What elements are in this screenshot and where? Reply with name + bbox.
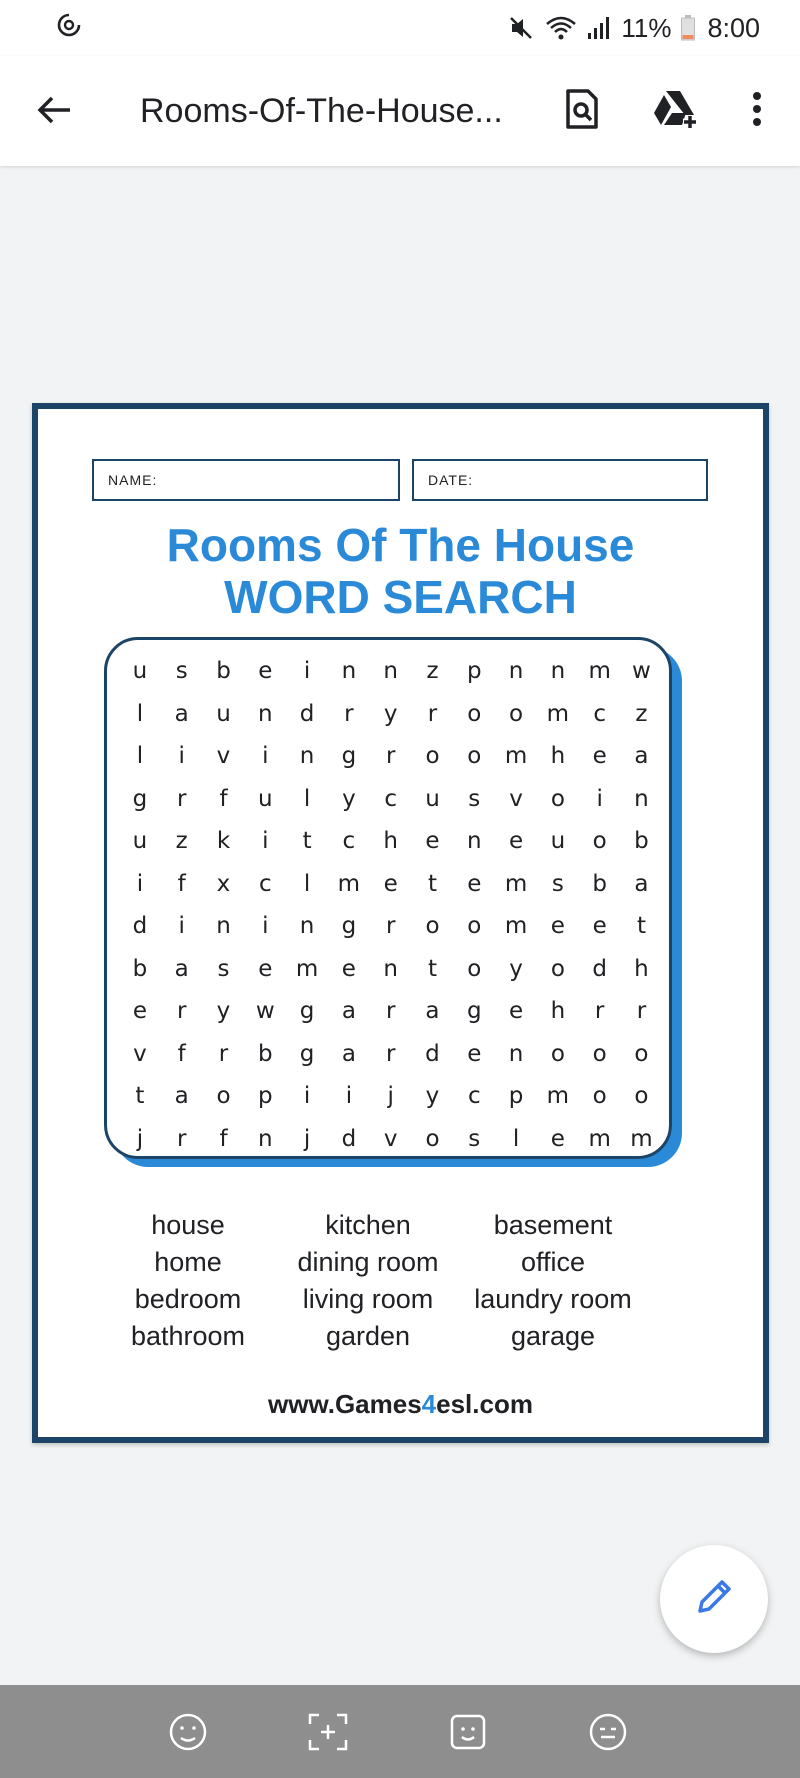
grid-row xyxy=(119,778,662,821)
grid-cell: r xyxy=(427,700,438,727)
grid-cell: h xyxy=(550,998,566,1025)
grid-cell: m xyxy=(546,1083,570,1110)
grid-cell: i xyxy=(303,1083,311,1110)
mute-icon xyxy=(507,14,535,42)
worksheet-title xyxy=(38,519,763,623)
grid-cell: c xyxy=(384,785,397,812)
grid-cell: e xyxy=(508,828,524,855)
grid-cell: r xyxy=(176,1125,187,1152)
grid-cell: c xyxy=(467,1083,481,1110)
grid-cell: t xyxy=(427,955,437,982)
grid-cell: s xyxy=(217,955,230,982)
grid-cell: f xyxy=(177,870,186,897)
assistant-icon xyxy=(56,12,82,45)
word-list-item: office xyxy=(520,1247,586,1277)
grid-cell: e xyxy=(258,955,273,982)
grid-cell: g xyxy=(341,913,357,940)
site-url-accent: 4 xyxy=(421,1389,437,1419)
grid-cell: d xyxy=(425,1040,440,1067)
grid-cell: d xyxy=(592,955,607,982)
grid-cell: n xyxy=(466,828,482,855)
grid-cell: r xyxy=(344,700,354,727)
smart-select-icon[interactable] xyxy=(307,1711,349,1753)
grid-cell: l xyxy=(303,870,311,897)
grid-cell: n xyxy=(508,658,524,685)
grid-cell: z xyxy=(175,828,188,855)
grid-cell: a xyxy=(174,1083,189,1110)
grid-cell: c xyxy=(258,870,272,897)
grid-cell: n xyxy=(341,658,357,685)
grid-cell: l xyxy=(136,700,144,727)
grid-cell: o xyxy=(467,955,482,982)
grid-cell: i xyxy=(178,913,185,940)
grid-cell: d xyxy=(299,700,315,727)
grid-row xyxy=(119,948,662,991)
grid-cell: b xyxy=(634,828,649,855)
grid-cell: w xyxy=(255,998,275,1025)
grid-cell: i xyxy=(262,913,269,940)
grid-cell: b xyxy=(592,870,607,897)
grid-cell: y xyxy=(216,998,231,1025)
grid-cell: n xyxy=(550,658,566,685)
word-list-item: home xyxy=(154,1247,222,1277)
grid-cell: i xyxy=(262,828,269,855)
add-to-drive-icon xyxy=(652,89,700,134)
grid-cell: e xyxy=(467,1040,482,1067)
edit-pencil-icon xyxy=(694,1577,734,1622)
grid-cell: g xyxy=(341,743,357,770)
grid-cell: y xyxy=(342,785,356,812)
grid-cell: v xyxy=(383,1125,398,1152)
word-list-item: laundry room xyxy=(474,1284,632,1314)
word-list-item: house xyxy=(151,1210,225,1240)
grid-cell: o xyxy=(467,913,482,940)
grid-cell: d xyxy=(341,1125,357,1152)
grid-cell: p xyxy=(466,658,482,685)
grid-cell: m xyxy=(337,870,361,897)
grid-cell: o xyxy=(509,700,524,727)
grid-cell: a xyxy=(634,870,649,897)
grid-cell: i xyxy=(262,743,269,770)
word-list-item: bathroom xyxy=(130,1321,246,1351)
word-list-item: kitchen xyxy=(325,1210,411,1240)
grid-cell: j xyxy=(136,1125,144,1152)
grid-cell: j xyxy=(387,1083,394,1110)
grid-cell: w xyxy=(632,658,651,685)
grid-cell: o xyxy=(550,1040,565,1067)
grid-cell: l xyxy=(512,1125,520,1152)
more-options-button[interactable] xyxy=(742,86,772,136)
grid-cell: i xyxy=(596,785,603,812)
grid-cell: s xyxy=(551,870,564,897)
date-field xyxy=(412,459,708,501)
letter-grid-rows xyxy=(119,650,662,1160)
grid-cell: a xyxy=(634,743,649,770)
grid-row xyxy=(119,735,662,778)
grid-row xyxy=(119,1118,662,1161)
worksheet-title-line1: Rooms Of The House xyxy=(166,519,635,571)
grid-cell: a xyxy=(341,998,356,1025)
grid-cell: n xyxy=(508,1040,524,1067)
grid-cell: e xyxy=(258,658,273,685)
grid-cell: t xyxy=(636,913,646,940)
grid-cell: g xyxy=(299,1040,315,1067)
grid-cell: o xyxy=(216,1083,231,1110)
battery-icon xyxy=(681,15,695,41)
letter-grid xyxy=(104,637,672,1159)
word-list-item: living room xyxy=(302,1284,434,1314)
grid-cell: e xyxy=(132,998,147,1025)
bixby-vision-icon[interactable] xyxy=(447,1711,489,1753)
grid-cell: c xyxy=(593,700,606,727)
grid-cell: s xyxy=(468,785,481,812)
grid-cell: z xyxy=(635,700,648,727)
grid-cell: b xyxy=(257,1040,273,1067)
back-button[interactable] xyxy=(32,90,76,134)
grid-cell: u xyxy=(550,828,566,855)
date-label: DATE: xyxy=(428,472,474,488)
grid-row xyxy=(119,650,662,693)
bottom-system-bar xyxy=(0,1685,800,1778)
grid-cell: p xyxy=(257,1083,273,1110)
grid-cell: r xyxy=(218,1040,229,1067)
grid-cell: l xyxy=(136,743,144,770)
name-field xyxy=(92,459,400,501)
grid-row xyxy=(119,1033,662,1076)
document-title: Rooms-Of-The-House... xyxy=(140,92,503,130)
grid-cell: s xyxy=(175,658,188,685)
grid-cell: c xyxy=(342,828,356,855)
add-to-drive-button[interactable] xyxy=(650,86,702,136)
grid-cell: v xyxy=(216,743,231,770)
emoji-icon[interactable] xyxy=(587,1711,629,1753)
grid-cell: e xyxy=(550,1125,565,1152)
signal-icon xyxy=(587,15,611,41)
grid-cell: o xyxy=(592,1083,607,1110)
grid-cell: n xyxy=(299,913,315,940)
grid-cell: m xyxy=(588,1125,611,1152)
grid-cell: u xyxy=(216,700,231,727)
grid-cell: i xyxy=(136,870,144,897)
grid-cell: j xyxy=(303,1125,311,1152)
word-list xyxy=(98,1207,698,1355)
grid-cell: l xyxy=(303,785,311,812)
grid-cell: r xyxy=(176,785,187,812)
grid-cell: n xyxy=(634,785,649,812)
back-arrow-icon xyxy=(36,95,72,130)
grid-cell: o xyxy=(592,828,607,855)
grid-cell: i xyxy=(178,743,185,770)
grid-row xyxy=(119,820,662,863)
grid-cell: p xyxy=(508,1083,524,1110)
grid-cell: e xyxy=(550,913,565,940)
grid-cell: e xyxy=(467,870,482,897)
grid-cell: m xyxy=(588,658,611,685)
wifi-icon xyxy=(545,14,577,42)
grid-cell: z xyxy=(426,658,439,685)
grid-cell: u xyxy=(132,828,148,855)
grid-cell: u xyxy=(425,785,440,812)
grid-row xyxy=(119,990,662,1033)
grid-cell: r xyxy=(636,998,647,1025)
grid-cell: d xyxy=(132,913,148,940)
grid-cell: b xyxy=(216,658,231,685)
grid-cell: u xyxy=(132,658,148,685)
grid-cell: f xyxy=(177,1040,186,1067)
document-page xyxy=(32,403,769,1443)
grid-cell: o xyxy=(634,1040,649,1067)
grid-cell: e xyxy=(508,998,524,1025)
grid-cell: o xyxy=(550,785,565,812)
grid-cell: o xyxy=(425,1125,440,1152)
grid-cell: o xyxy=(425,743,440,770)
grid-cell: f xyxy=(219,785,228,812)
grid-cell: t xyxy=(302,828,312,855)
grid-cell: a xyxy=(174,955,189,982)
grid-row xyxy=(119,863,662,906)
name-label: NAME: xyxy=(108,472,158,488)
grid-cell: o xyxy=(467,700,482,727)
grid-cell: e xyxy=(425,828,440,855)
grid-cell: n xyxy=(299,743,315,770)
grid-cell: n xyxy=(383,955,398,982)
grid-cell: u xyxy=(258,785,273,812)
grid-cell: m xyxy=(630,1125,653,1152)
word-list-item: dining room xyxy=(297,1247,439,1277)
word-list-item: garden xyxy=(325,1321,411,1351)
more-vert-icon xyxy=(752,91,762,132)
app-bar xyxy=(0,56,800,166)
word-list-item: basement xyxy=(493,1210,613,1240)
grid-cell: y xyxy=(509,955,523,982)
grid-cell: r xyxy=(385,998,396,1025)
edit-fab-button[interactable] xyxy=(660,1545,768,1653)
grid-cell: b xyxy=(132,955,148,982)
grid-cell: g xyxy=(466,998,482,1025)
grid-cell: t xyxy=(427,870,437,897)
status-bar xyxy=(0,0,800,56)
grid-cell: f xyxy=(219,1125,228,1152)
grid-row xyxy=(119,693,662,736)
grid-cell: i xyxy=(345,1083,353,1110)
grid-cell: t xyxy=(135,1083,145,1110)
grid-cell: r xyxy=(385,913,396,940)
grid-cell: i xyxy=(303,658,311,685)
grid-cell: r xyxy=(385,743,396,770)
grid-cell: a xyxy=(425,998,440,1025)
grid-cell: k xyxy=(216,828,231,855)
site-url-suffix: esl.com xyxy=(436,1389,533,1419)
find-in-page-icon xyxy=(565,88,599,135)
grid-cell: r xyxy=(385,1040,396,1067)
word-list-item: bedroom xyxy=(134,1284,242,1314)
sticker-icon[interactable] xyxy=(167,1711,209,1753)
grid-cell: n xyxy=(383,658,398,685)
grid-cell: m xyxy=(504,913,528,940)
grid-row xyxy=(119,905,662,948)
grid-cell: g xyxy=(132,785,148,812)
grid-cell: o xyxy=(634,1083,649,1110)
grid-cell: h xyxy=(550,743,566,770)
grid-cell: e xyxy=(341,955,356,982)
grid-cell: o xyxy=(592,1040,607,1067)
grid-row xyxy=(119,1075,662,1118)
grid-cell: x xyxy=(216,870,231,897)
grid-cell: n xyxy=(216,913,231,940)
grid-cell: e xyxy=(592,913,607,940)
grid-cell: o xyxy=(467,743,482,770)
grid-cell: h xyxy=(634,955,649,982)
grid-cell: s xyxy=(468,1125,481,1152)
grid-cell: e xyxy=(592,743,607,770)
grid-cell: m xyxy=(504,743,528,770)
word-list-item: garage xyxy=(510,1321,596,1351)
find-in-page-button[interactable] xyxy=(560,86,604,136)
grid-cell: m xyxy=(295,955,319,982)
site-url xyxy=(38,1389,763,1420)
battery-percent: 11% xyxy=(621,12,672,43)
grid-cell: a xyxy=(174,700,189,727)
grid-cell: h xyxy=(383,828,398,855)
grid-cell: e xyxy=(383,870,398,897)
grid-cell: o xyxy=(550,955,565,982)
grid-cell: g xyxy=(299,998,315,1025)
clock: 8:00 xyxy=(707,12,760,43)
grid-cell: o xyxy=(425,913,440,940)
grid-cell: m xyxy=(546,700,570,727)
grid-cell: m xyxy=(504,870,528,897)
grid-cell: n xyxy=(258,700,273,727)
grid-cell: v xyxy=(133,1040,147,1067)
grid-cell: r xyxy=(594,998,605,1025)
site-url-prefix: www.Games xyxy=(268,1389,422,1419)
grid-cell: y xyxy=(425,1083,440,1110)
grid-cell: v xyxy=(509,785,523,812)
grid-cell: r xyxy=(176,998,187,1025)
worksheet-title-line2: WORD SEARCH xyxy=(224,571,577,623)
grid-cell: n xyxy=(258,1125,273,1152)
grid-cell: y xyxy=(383,700,398,727)
grid-cell: a xyxy=(341,1040,356,1067)
